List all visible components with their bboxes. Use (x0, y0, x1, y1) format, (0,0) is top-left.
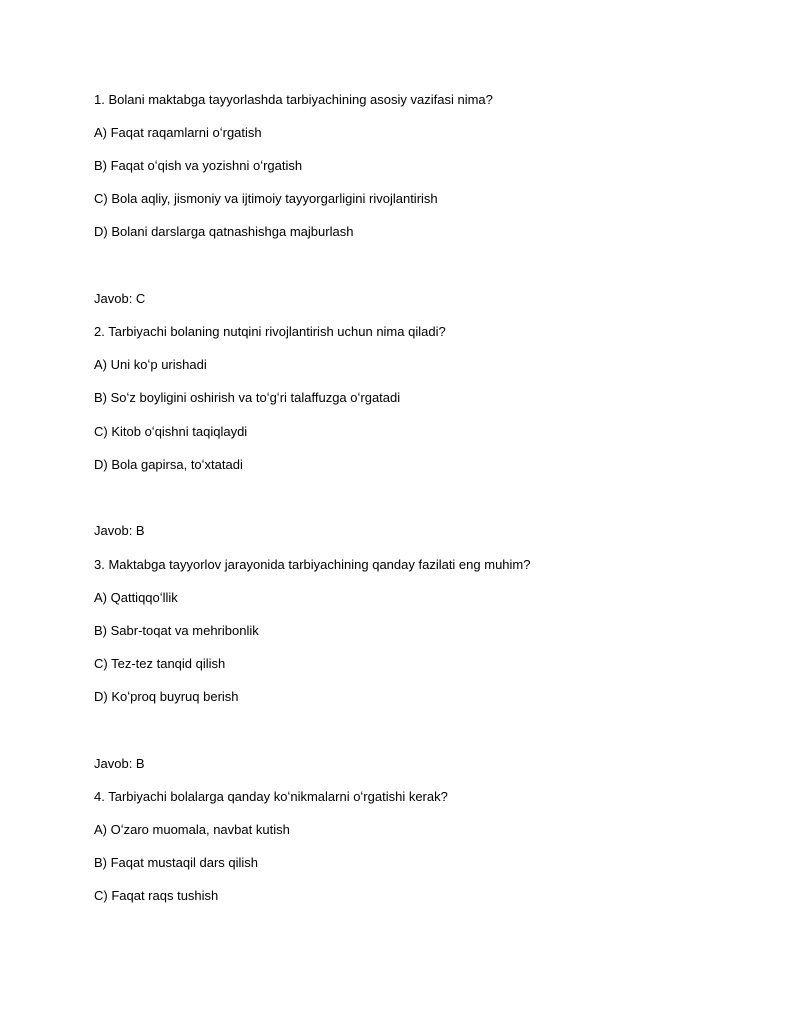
question-3-option-d: D) Koʻproq buyruq berish (94, 689, 239, 704)
question-4-option-a: A) Oʻzaro muomala, navbat kutish (94, 822, 290, 837)
question-2-answer: Javob: B (94, 523, 145, 538)
question-1-text: 1. Bolani maktabga tayyorlashda tarbiyachining asosiy vazifasi nima? (94, 92, 493, 107)
question-1-option-a: A) Faqat raqamlarni oʻrgatish (94, 125, 262, 140)
question-4-text: 4. Tarbiyachi bolalarga qanday koʻnikmalarni oʻrgatishi kerak? (94, 789, 448, 804)
question-3-answer: Javob: B (94, 756, 145, 771)
question-3-option-c: C) Tez-tez tanqid qilish (94, 656, 226, 671)
question-4-option-b: B) Faqat mustaqil dars qilish (94, 855, 259, 870)
question-1-answer: Javob: C (94, 291, 146, 306)
question-2-option-d: D) Bola gapirsa, toʻxtatadi (94, 457, 243, 472)
question-2-option-a: A) Uni koʻp urishadi (94, 357, 207, 372)
question-1-option-b: B) Faqat oʻqish va yozishni oʻrgatish (94, 158, 303, 173)
question-2-text: 2. Tarbiyachi bolaning nutqini rivojlantirish uchun nima qiladi? (94, 324, 446, 339)
question-1-option-c: C) Bola aqliy, jismoniy va ijtimoiy tayyorgarligini rivojlantirish (94, 191, 438, 206)
question-4-option-c: C) Faqat raqs tushish (94, 888, 219, 903)
question-3-text: 3. Maktabga tayyorlov jarayonida tarbiyachining qanday fazilati eng muhim? (94, 557, 531, 572)
question-2-option-c: C) Kitob oʻqishni taqiqlaydi (94, 424, 248, 439)
question-2-option-b: B) Soʻz boyligini oshirish va toʻgʻri talaffuzga oʻrgatadi (94, 390, 401, 405)
question-3-option-a: A) Qattiqqoʻllik (94, 590, 178, 605)
question-3-option-b: B) Sabr-toqat va mehribonlik (94, 623, 259, 638)
question-1-option-d: D) Bolani darslarga qatnashishga majburlash (94, 224, 354, 239)
